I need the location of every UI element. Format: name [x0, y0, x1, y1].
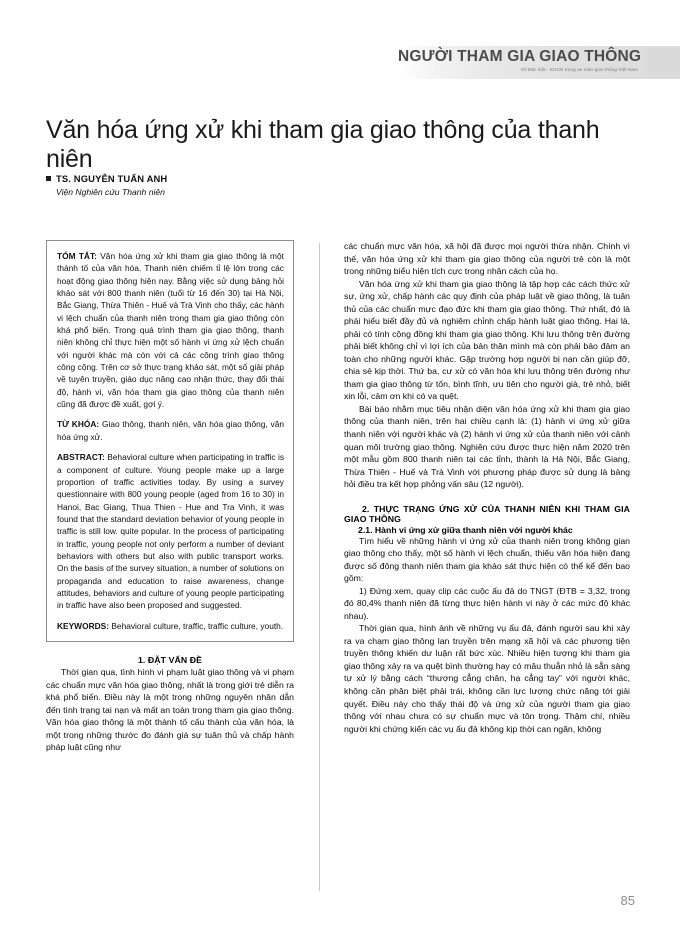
- author-name: TS. NGUYỄN TUẤN ANH: [56, 173, 168, 184]
- right-paragraph-5: 1) Đứng xem, quay clip các cuộc ẩu đả do TNGT (ĐTB = 3,32, trong đó 80,4% thanh niên đã từng thực hiện hành vi này ở các mức độ khác nhau).: [344, 585, 630, 621]
- section-1-heading: 1. ĐẶT VẤN ĐỀ: [137, 654, 203, 665]
- abstract-vi-text: Văn hóa ứng xử khi tham gia giao thông là một thành tố của văn hóa. Thanh niên chiếm tỉ lệ lớn trong các hoạt động giao thông hiện nay. Bằng việc sử dụng bảng hỏi khảo sát với 800 thanh niên (tuổi từ 16 đến 30) tại Hà Nội, Bắc Giang, Thừa Thiên - Huế và Trà Vinh cho thấy, các hành vi lệch chuẩn của thanh niên trong tham gia giao thông còn khá phổ biến. Trong quá trình tham gia giao thông, thanh niên không chỉ thực hiện một số hành vi ứng xử lệch chuẩn với người khác mà còn với cả các công trình giao thông công cộng. Trên cơ sở thực trạng khảo sát, một số giải pháp về tuyên truyền, giáo dục nâng cao nhận thức, thay đổi thái độ, hành vi, văn hóa tham gia giao thông của thanh niên cũng đã được đề xuất, gợi ý.: [57, 251, 284, 410]
- abstract-en-label: ABSTRACT:: [57, 452, 105, 463]
- page-number: 85: [620, 893, 635, 908]
- article-title: Văn hóa ứng xử khi tham gia giao thông của thanh niên: [46, 115, 600, 173]
- keywords-en-label: KEYWORDS:: [57, 620, 110, 631]
- keywords-vi: [57, 418, 284, 443]
- author-affiliation: Viện Nghiên cứu Thanh niên: [56, 187, 165, 197]
- keywords-vi-text: Giao thông, thanh niên, văn hóa giao thông, văn hóa ứng xử.: [57, 419, 284, 442]
- abstract-en-text: Behavioral culture when participating in traffic is a component of culture. Young people make up a large proportion of traffic activities today. By using a survey questionnaire with 800 young people (aged from 16 to 30) in Hanoi, Bac Giang, Thua Thien - Hue and Tra Vinh, it was found that the standard deviation behavior of young people in traffic is still low. quite popular. In the process of participating in traffic, young people not only perform a number of deviant behaviors with others but also with public transport works. On the basis of the survey situation, a number of solutions on propaganda and education to raise awareness, change attitudes, behaviors and culture of young people participating in traffic have also been proposed and suggested.: [57, 452, 284, 611]
- right-paragraph-continued: các chuẩn mực văn hóa, xã hội đã được mọi người thừa nhận. Chính vì thế, văn hóa ứng xử khi tham gia giao thông của người trẻ còn là một trong những biểu hiện tích cực trong nhân cách của họ.: [344, 241, 630, 277]
- abstract-en: [57, 451, 284, 611]
- abstract-vi: [57, 250, 284, 410]
- abstract-vi-label: TÓM TẮT:: [57, 251, 97, 261]
- abstract-box: [46, 240, 294, 642]
- masthead-subtitle: Số Đặc biệt - KHCN trong an toàn giao thông Việt Nam: [520, 67, 638, 72]
- keywords-en: [57, 620, 284, 632]
- keywords-vi-label: TỪ KHÓA:: [57, 419, 100, 430]
- section-2-1-heading: 2.1. Hành vi ứng xử giữa thanh niên với người khác: [358, 524, 573, 535]
- column-divider: [319, 243, 320, 891]
- right-paragraph-3: Bài báo nhằm mục tiêu nhận diện văn hóa ứng xử khi tham gia giao thông của thanh niên, trên hai chiều cạnh là: (1) hành vi ứng xử giữa thanh niên với người khác và (2) hành vi ứng xử của thanh niên với cảnh quan môi trường giao thông. Nghiên cứu được thực hiện năm 2020 trên một mẫu gồm 800 thanh niên tại các tỉnh, thành là Hà Nội, Bắc Giang, Thừa Thiên - Huế và Trà Vinh với phương pháp được sử dụng là bảng hỏi điều tra kết hợp phỏng vấn sâu (12 người).: [344, 403, 630, 490]
- running-header: [0, 46, 680, 82]
- left-column: [46, 240, 294, 754]
- keywords-en-text: Behavioral culture, traffic, traffic culture, youth.: [109, 620, 284, 631]
- masthead-color-block: [645, 48, 680, 74]
- masthead-title: NGƯỜI THAM GIA GIAO THÔNG: [398, 48, 642, 65]
- right-paragraph-4: Tìm hiểu về những hành vi ứng xử của thanh niên trong không gian giao thông cho thấy, một số hành vi lệch chuẩn, thiếu văn hóa hiện đang được số đông thanh niên tham gia khảo sát thực hiện có thể kể đến bao gồm:: [344, 535, 630, 584]
- byline: [46, 173, 346, 197]
- section-2-heading: 2. THỰC TRẠNG ỨNG XỬ CỦA THANH NIÊN KHI THAM GIA GIAO THÔNG: [344, 503, 630, 524]
- square-bullet-icon: [46, 176, 51, 181]
- section-1-paragraph-1: Thời gian qua, tình hình vi phạm luật giao thông và vi phạm các chuẩn mực văn hóa giao thông, nhất là trong giới trẻ diễn ra khá phổ biến. Điều này là một trong những nguyên nhân dẫn đến tình trạng tai nạn và mất an toàn trong tham gia giao thông. Văn hóa giao thông là một thành tố cấu thành của văn hóa, là một trong những thước đo đánh giá sự tuân thủ và chấp hành pháp luật cũng như: [46, 666, 294, 753]
- right-paragraph-2: Văn hóa ứng xử khi tham gia giao thông là tập hợp các cách thức xử sự, ứng xử, chấp hành các quy định của pháp luật về giao thông, là tuân thủ của các chuẩn mực đạo đức khi tham gia giao thông. Thứ nhất, đó là phải hiểu biết đầy đủ và nghiêm chỉnh chấp hành luật giao thông. Hai là, phải có tính cộng đồng khi tham gia giao thông. Khi lưu thông trên đường phải biết không chỉ vì lợi ích của bản thân mình mà còn phải bảo đảm an toàn cho những người khác. Gặp trường hợp người bị nạn cần giúp đỡ, chia sẻ kịp thời. Thứ ba, cư xử có văn hóa khi lưu thông trên đường như tham gia giao thông từ tốn, bình tĩnh, ưu tiên cho người già, trẻ nhỏ, biết xin lỗi, cảm ơn khi có va quệt.: [344, 278, 630, 402]
- right-paragraph-6: Thời gian qua, hình ảnh về những vụ ẩu đả, đánh người sau khi xảy ra va chạm giao thông lan truyền trên mạng xã hội và các phương tiện truyền thông khiến dư luận rất bức xúc. Nhiều hiện tượng khi tham gia giao thông xảy ra va quệt bình thường hay có mâu thuẫn nhỏ là sẵn sàng tự xử lý bằng cách “thượng cẳng chân, hạ cẳng tay” với người khác, không cần phân biệt phải trái, không cần lực lượng chức năng tới giải quyết. Điều này cho thấy thái độ và ứng xử của người tham gia giao thông với nhau chưa có sự chuẩn mực và tôn trọng. Thậm chí, nhiều người khi chứng kiến các vụ ẩu đả không kịp thời can ngăn, không: [344, 623, 630, 734]
- right-column: [344, 240, 630, 735]
